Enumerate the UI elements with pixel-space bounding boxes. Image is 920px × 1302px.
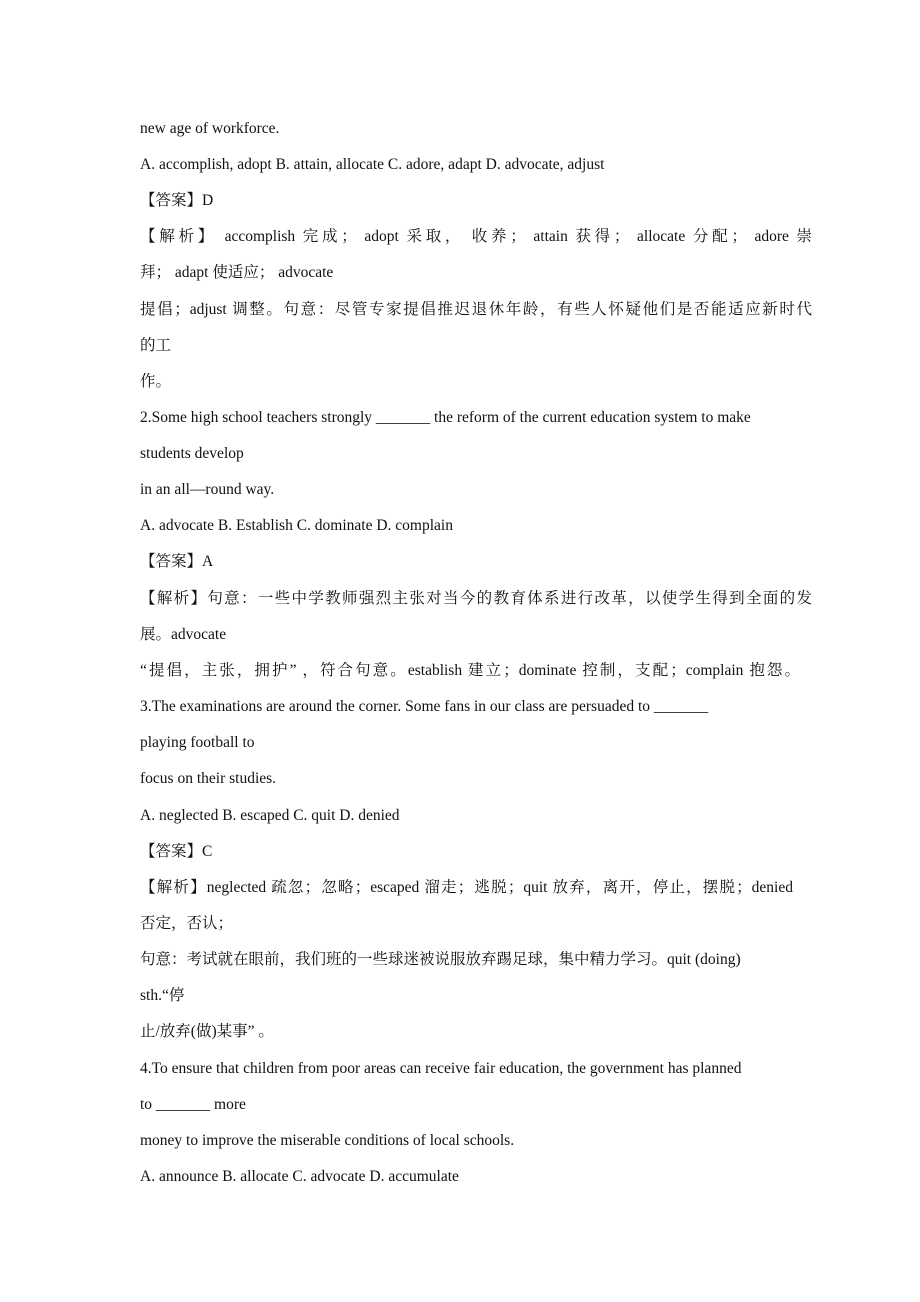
text-line: in an all—round way. <box>140 481 275 498</box>
question-2-stem: 2.Some high school teachers strongly _______ the reform of the current education system to make <box>140 409 751 426</box>
text-line: 展。advocate <box>140 626 227 643</box>
text-line: 拜； adapt 使适应； advocate <box>140 264 334 281</box>
text-line: 句意：考试就在眼前，我们班的一些球迷被说服放弃踢足球，集中精力学习。quit (doing) <box>140 951 741 968</box>
text-line: playing football to <box>140 734 255 751</box>
question-1-analysis: 【解析】 accomplish 完成； adopt 采取， 收养； attain 获得； allocate 分配； adore 崇 <box>140 228 812 245</box>
text-line: 的工 <box>140 337 172 354</box>
text-line: “提倡，主张，拥护” ，符合句意。establish 建立；dominate 控制，支配；complain 抱怨。 <box>140 662 800 679</box>
question-2-answer: 【答案】A <box>140 553 214 570</box>
text-line: 提倡；adjust 调整。句意：尽管专家提倡推迟退休年龄，有些人怀疑他们是否能适应新时代 <box>140 301 812 318</box>
question-3-analysis: 【解析】neglected 疏忽；忽略；escaped 溜走；逃脱；quit 放弃，离开，停止，摆脱；denied <box>140 879 793 896</box>
text-line: students develop <box>140 445 244 462</box>
question-2-options: A. advocate B. Establish C. dominate D. complain <box>140 517 453 534</box>
question-1-options: A. accomplish, adopt B. attain, allocate C. adore, adapt D. advocate, adjust <box>140 156 605 173</box>
question-3-answer: 【答案】C <box>140 843 213 860</box>
question-4-stem: 4.To ensure that children from poor areas can receive fair education, the government has planned <box>140 1060 742 1077</box>
text-line: to _______ more <box>140 1096 246 1113</box>
text-line: focus on their studies. <box>140 770 277 787</box>
text-line: sth.“停 <box>140 987 185 1004</box>
text-line: new age of workforce. <box>140 120 280 137</box>
question-2-analysis: 【解析】句意：一些中学教师强烈主张对当今的教育体系进行改革，以使学生得到全面的发 <box>140 590 812 607</box>
text-line: 作。 <box>140 373 172 390</box>
question-4-options: A. announce B. allocate C. advocate D. accumulate <box>140 1168 459 1185</box>
question-1-answer: 【答案】D <box>140 192 214 209</box>
question-3-stem: 3.The examinations are around the corner. Some fans in our class are persuaded to _______ <box>140 698 709 715</box>
text-line: 止/放弃(做)某事” 。 <box>140 1023 274 1040</box>
text-line: 否定，否认； <box>140 915 234 932</box>
question-3-options: A. neglected B. escaped C. quit D. denied <box>140 807 400 824</box>
text-line: money to improve the miserable conditions of local schools. <box>140 1132 515 1149</box>
